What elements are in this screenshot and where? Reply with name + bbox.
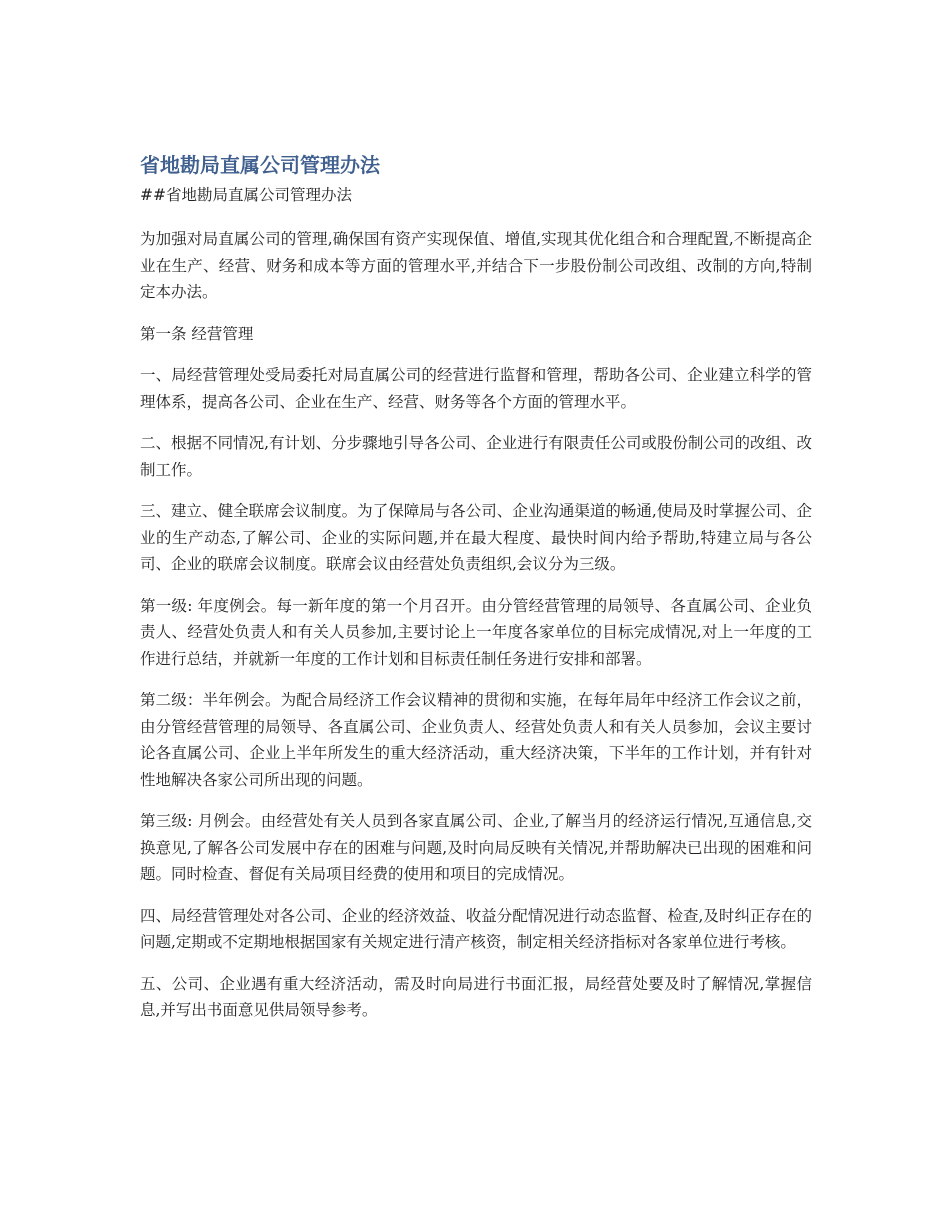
document-title: 省地勘局直属公司管理办法 (140, 153, 380, 177)
section-heading-article-1: 第一条 经营管理 (140, 324, 254, 343)
document-body (140, 226, 812, 1024)
document-subtitle: ##省地勘局直属公司管理办法 (140, 186, 352, 204)
paragraph-item-5: 五、公司、企业遇有重大经济活动，需及时向局进行书面汇报，局经营处要及时了解情况,掌握信息,并写出书面意见供局领导参考。 (140, 974, 812, 1019)
paragraph-level-3: 第三级: 月例会。由经营处有关人员到各家直属公司、企业,了解当月的经济运行情况,互通信息,交换意见,了解各公司发展中存在的困难与问题,及时向局反映有关情况,并帮助解决已出现的困难和问题。同时检查、督促有关局项目经费的使用和项目的完成情况。 (140, 812, 812, 883)
paragraph-item-1: 一、局经营管理处受局委托对局直属公司的经营进行监督和管理，帮助各公司、企业建立科学的管理体系，提高各公司、企业在生产、经营、财务等各个方面的管理水平。 (140, 366, 812, 411)
paragraph-intro: 为加强对局直属公司的管理,确保国有资产实现保值、增值,实现其优化组合和合理配置,不断提高企业在生产、经营、财务和成本等方面的管理水平,并结合下一步股份制公司改组、改制的方向,特制定本办法。 (140, 230, 812, 301)
paragraph-item-3: 三、建立、健全联席会议制度。为了保障局与各公司、企业沟通渠道的畅通,使局及时掌握公司、企业的生产动态,了解公司、企业的实际问题,并在最大程度、最快时间内给予帮助,特建立局与各公司、企业的联席会议制度。联席会议由经营处负责组织,会议分为三级。 (140, 502, 812, 573)
paragraph-item-4: 四、局经营管理处对各公司、企业的经济效益、收益分配情况进行动态监督、检查,及时纠正存在的问题,定期或不定期地根据国家有关规定进行清产核资，制定相关经济指标对各家单位进行考核。 (140, 906, 812, 951)
paragraph-item-2: 二、根据不同情况,有计划、分步骤地引导各公司、企业进行有限责任公司或股份制公司的改组、改制工作。 (140, 434, 812, 479)
paragraph-level-2: 第二级：半年例会。为配合局经济工作会议精神的贯彻和实施，在每年局年中经济工作会议之前，由分管经营管理的局领导、各直属公司、企业负责人、经营处负责人和有关人员参加，会议主要讨论各直属公司、企业上半年所发生的重大经济活动，重大经济决策，下半年的工作计划，并有针对性地解决各家公司所出现的问题。 (140, 691, 812, 789)
paragraph-level-1: 第一级: 年度例会。每一新年度的第一个月召开。由分管经营管理的局领导、各直属公司、企业负责人、经营处负责人和有关人员参加,主要讨论上一年度各家单位的目标完成情况,对上一年度的工作进行总结，并就新一年度的工作计划和目标责任制任务进行安排和部署。 (140, 596, 812, 668)
document-page (140, 150, 812, 1039)
